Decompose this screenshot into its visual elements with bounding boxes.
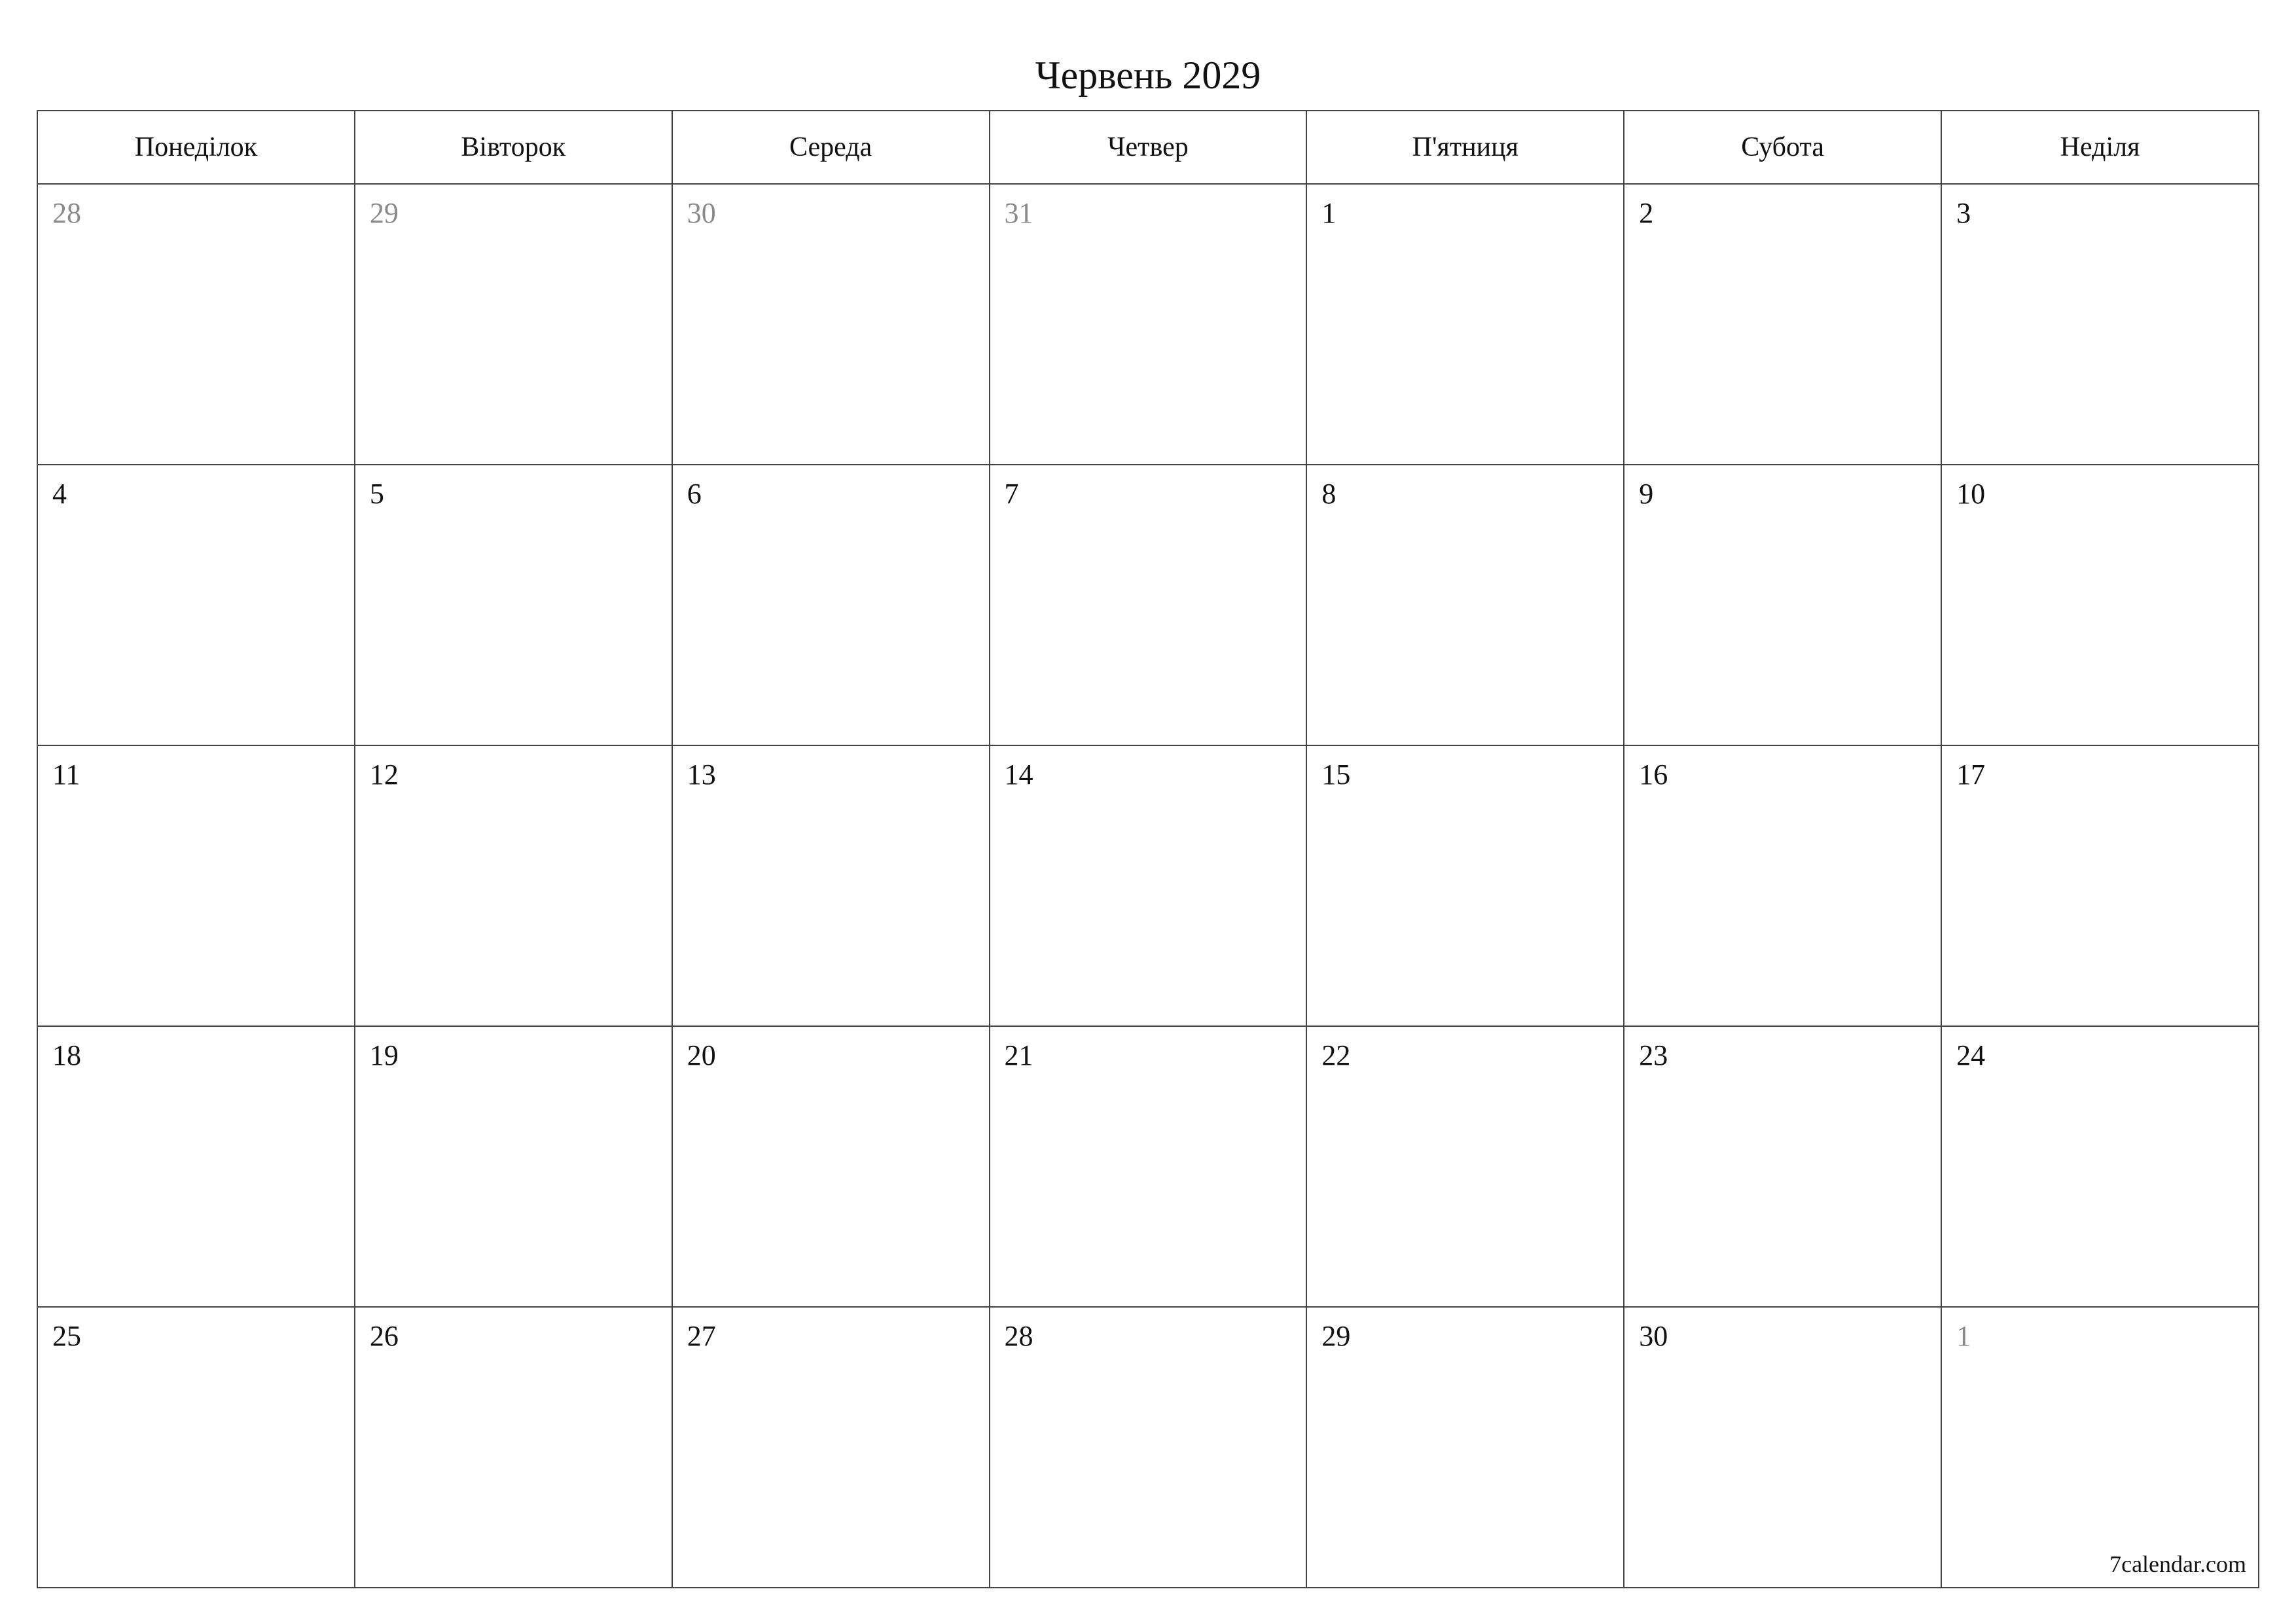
day-cell[interactable] [1624,1307,1941,1588]
weekday-header-sunday: Неділя [1941,111,2259,184]
day-cell[interactable] [672,465,990,745]
day-cell[interactable] [355,745,672,1026]
day-cell[interactable] [1941,1307,2259,1588]
day-cell[interactable] [37,465,355,745]
weekday-header-row [37,111,2259,184]
day-number: 3 [1956,197,1971,229]
day-number: 28 [52,197,81,229]
day-number: 13 [687,758,716,791]
day-cell[interactable] [1624,465,1941,745]
day-cell[interactable] [355,465,672,745]
day-number: 30 [687,197,716,229]
day-cell[interactable] [1306,1307,1624,1588]
day-number: 1 [1956,1320,1971,1352]
week-row [37,465,2259,745]
day-cell[interactable] [672,1026,990,1307]
week-row [37,745,2259,1026]
day-number: 9 [1639,478,1654,510]
day-number: 11 [52,758,81,791]
weekday-header-friday: П'ятниця [1306,111,1624,184]
day-cell[interactable] [1941,184,2259,465]
day-cell[interactable] [1624,745,1941,1026]
week-row [37,1026,2259,1307]
day-number: 27 [687,1320,716,1352]
day-number: 5 [369,478,384,510]
week-row [37,184,2259,465]
day-cell[interactable] [1306,184,1624,465]
day-number: 24 [1956,1039,1986,1071]
day-number: 12 [369,758,399,791]
month-grid [37,110,2259,1588]
day-cell[interactable] [990,745,1307,1026]
day-number: 23 [1639,1039,1668,1071]
day-cell[interactable] [990,1026,1307,1307]
day-number: 7 [1004,478,1019,510]
day-number: 30 [1639,1320,1668,1352]
weekday-header-thursday: Четвер [990,111,1307,184]
day-cell[interactable] [1624,1026,1941,1307]
day-number: 28 [1004,1320,1033,1352]
week-row [37,1307,2259,1588]
day-number: 29 [369,197,399,229]
day-number: 16 [1639,758,1668,791]
day-cell[interactable] [355,1307,672,1588]
day-cell[interactable] [1941,745,2259,1026]
day-number: 10 [1956,478,1986,510]
day-cell[interactable] [1624,184,1941,465]
day-cell[interactable] [990,465,1307,745]
day-cell[interactable] [1306,745,1624,1026]
weekday-header-saturday: Субота [1624,111,1941,184]
weekday-header-monday: Понеділок [37,111,355,184]
day-cell[interactable] [1306,465,1624,745]
weekday-header-wednesday: Середа [672,111,990,184]
day-number: 19 [369,1039,399,1071]
day-number: 20 [687,1039,716,1071]
day-number: 15 [1321,758,1351,791]
day-number: 8 [1321,478,1336,510]
day-cell[interactable] [37,184,355,465]
day-cell[interactable] [37,1307,355,1588]
day-cell[interactable] [672,745,990,1026]
day-cell[interactable] [355,1026,672,1307]
day-number: 4 [52,478,67,510]
day-cell[interactable] [990,1307,1307,1588]
day-number: 6 [687,478,702,510]
day-cell[interactable] [1941,465,2259,745]
day-cell[interactable] [37,1026,355,1307]
day-cell[interactable] [672,1307,990,1588]
day-cell[interactable] [990,184,1307,465]
day-number: 18 [52,1039,81,1071]
day-cell[interactable] [355,184,672,465]
weekday-header-tuesday: Вівторок [355,111,672,184]
day-number: 26 [369,1320,399,1352]
day-number: 29 [1321,1320,1351,1352]
day-number: 21 [1004,1039,1033,1071]
day-number: 22 [1321,1039,1351,1071]
day-number: 17 [1956,758,1986,791]
day-cell[interactable] [672,184,990,465]
day-number: 14 [1004,758,1033,791]
day-cell[interactable] [1306,1026,1624,1307]
site-watermark: 7calendar.com [2109,1551,2246,1577]
day-number: 25 [52,1320,81,1352]
day-number: 1 [1321,197,1336,229]
day-cell[interactable] [37,745,355,1026]
day-number: 31 [1004,197,1033,229]
calendar-title: Червень 2029 [1035,54,1261,97]
day-cell[interactable] [1941,1026,2259,1307]
day-number: 2 [1639,197,1654,229]
